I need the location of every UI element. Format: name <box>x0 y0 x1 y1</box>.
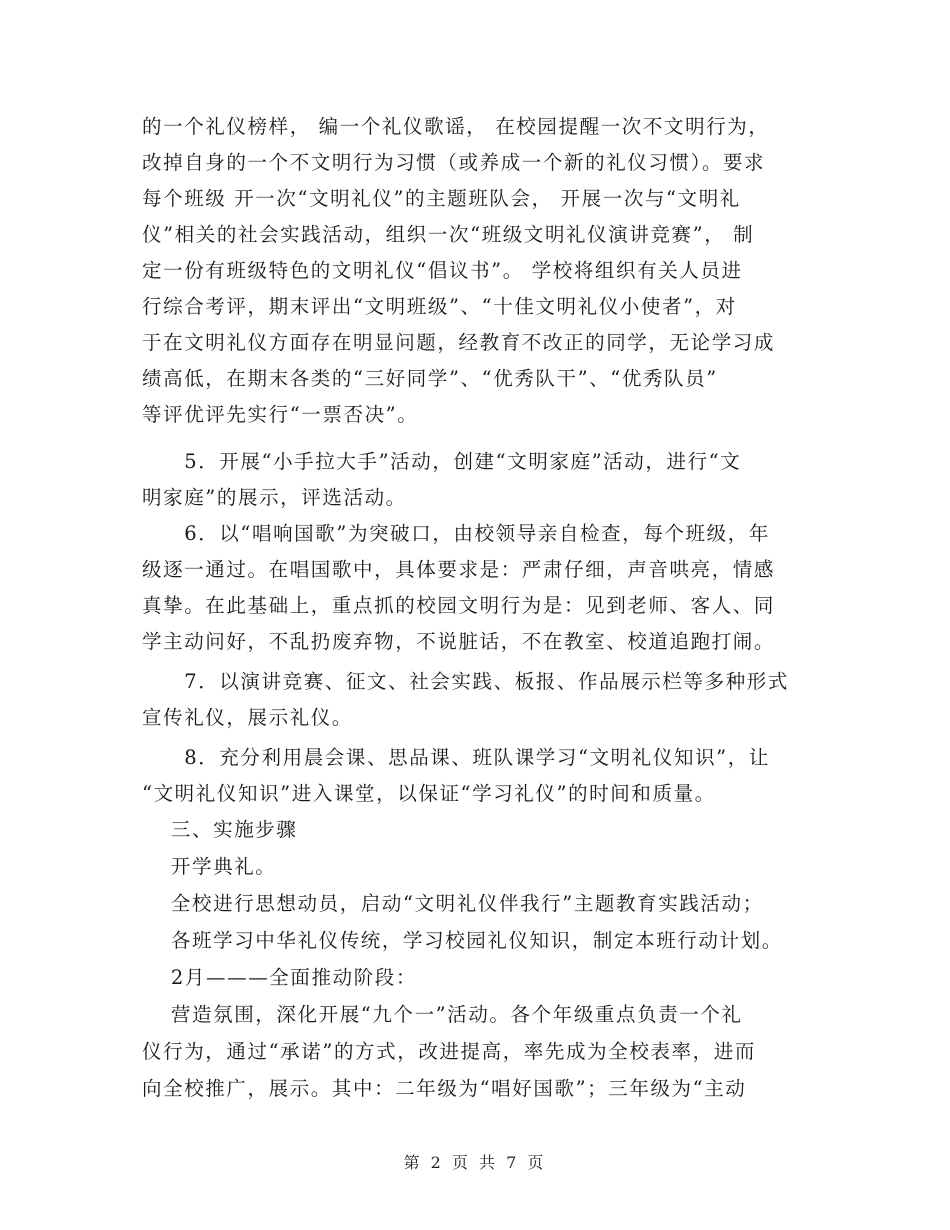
text-line: 明家庭”的展示，评选活动。 <box>142 486 407 509</box>
text-line: 学主动问好，不乱扔废弃物，不说脏话，不在教室、校道追跑打闹。 <box>142 630 776 653</box>
text-line: 7．以演讲竞赛、征文、社会实践、板报、作品展示栏等多种形式 <box>142 670 790 693</box>
text-line: “文明礼仪知识”进入课堂，以保证“学习礼仪”的时间和质量。 <box>142 782 716 805</box>
text-line: 营造氛围，深化开展“九个一”活动。各个年级重点负责一个礼 <box>142 1003 743 1026</box>
text-line: 改掉自身的一个不文明行为习惯（或养成一个新的礼仪习惯）。要求 <box>142 151 766 174</box>
text-line: 于在文明礼仪方面存在明显问题，经教育不改正的同学，无论学习成 <box>142 331 776 354</box>
text-line: 开学典礼。 <box>142 855 277 878</box>
text-line: 真挚。在此基础上，重点抓的校园文明行为是：见到老师、客人、同 <box>142 594 776 617</box>
text-line: 5．开展“小手拉大手”活动，创建“文明家庭”活动，进行“文 <box>142 450 742 473</box>
text-line: 宣传礼仪，展示礼仪。 <box>142 706 354 729</box>
text-line: 6．以“唱响国歌”为突破口，由校领导亲自检查，每个班级，年 <box>142 522 770 545</box>
text-line: 仪行为，通过“承诺”的方式，改进提高，率先成为全校表率，进而 <box>142 1040 756 1063</box>
text-line: 2月———全面推动阶段： <box>142 966 418 989</box>
text-line: 定一份有班级特色的文明礼仪“倡议书”。 学校将组织有关人员进 <box>142 259 743 282</box>
text-line: 8．充分利用晨会课、思品课、班队课学习“文明礼仪知识”，让 <box>142 746 770 769</box>
page-footer: 第 2 页 共 7 页 <box>403 1153 547 1172</box>
section-heading: 三、实施步骤 <box>142 818 298 841</box>
text-line: 全校进行思想动员，启动“文明礼仪伴我行”主题教育实践活动； <box>142 892 764 915</box>
text-line: 仪”相关的社会实践活动，组织一次“班级文明礼仪演讲竞赛”， 制 <box>142 223 755 246</box>
text-line: 级逐一通过。在唱国歌中，具体要求是：严肃仔细，声音哄亮，情感 <box>142 558 776 581</box>
text-line: 每个班级 开一次“文明礼仪”的主题班队会， 开展一次与“文明礼 <box>142 187 741 210</box>
text-line: 等评优评先实行“一票否决”。 <box>142 403 419 426</box>
text-line: 向全校推广，展示。其中：二年级为“唱好国歌”；三年级为“主动 <box>142 1077 747 1100</box>
text-line: 绩高低，在期末各类的“三好同学”、“优秀队干”、“优秀队员” <box>142 367 718 390</box>
text-line: 的一个礼仪榜样， 编一个礼仪歌谣， 在校园提醒一次不文明行为， <box>142 115 770 138</box>
text-line: 各班学习中华礼仪传统，学习校园礼仪知识，制定本班行动计划。 <box>142 929 783 952</box>
text-line: 行综合考评，期末评出“文明班级”、“十佳文明礼仪小使者”，对 <box>142 295 737 318</box>
